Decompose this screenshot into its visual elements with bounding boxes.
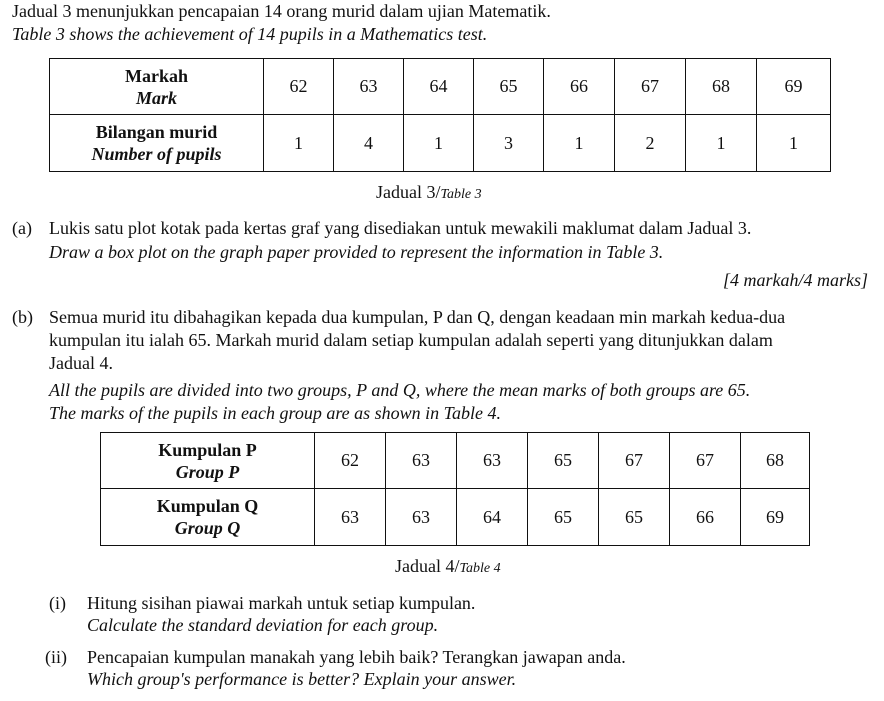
part-b-english-line-2: The marks of the pupils in each group are as shown in Table 4. [49,403,502,423]
table-4-caption-malay: Jadual 4/ [395,556,460,576]
mark-cell: 69 [757,59,831,115]
pupils-cell: 2 [615,115,686,172]
mark-cell: 66 [544,59,615,115]
table-3-mark-header [50,59,264,115]
table-3 [49,58,831,172]
part-b-malay-line-3: Jadual 4. [49,353,113,373]
group-p-label-english: Group P [175,461,240,482]
table-3-pupils-row [50,115,831,172]
table-4-group-p-header [101,433,315,489]
group-q-cell: 63 [386,489,457,546]
group-q-cell: 69 [741,489,810,546]
mark-cell: 63 [334,59,404,115]
table-4-group-p-row [101,433,810,489]
group-p-cell: 63 [386,433,457,489]
pupils-cell: 1 [544,115,615,172]
group-p-label-malay: Kumpulan P [158,439,257,460]
table-3-caption-english: Table 3 [440,187,482,202]
sub-ii-label: (ii) [45,647,67,667]
pupils-cell: 4 [334,115,404,172]
sub-ii-english: Which group's performance is better? Explain your answer. [87,669,517,689]
table-3-pupils-header [50,115,264,172]
sub-i-label: (i) [49,593,66,613]
mark-cell: 62 [264,59,334,115]
group-p-cell: 63 [457,433,528,489]
table-4-caption-english: Table 4 [459,561,501,576]
table-4-group-q-row [101,489,810,546]
sub-i-english: Calculate the standard deviation for each group. [87,615,439,635]
group-p-cell: 62 [315,433,386,489]
part-b-label: (b) [12,307,33,327]
group-p-cell: 68 [741,433,810,489]
intro-english: Table 3 shows the achievement of 14 pupils in a Mathematics test. [12,24,488,44]
table-3-caption-malay: Jadual 3/ [376,182,441,202]
group-q-cell: 65 [599,489,670,546]
table-3-mark-row [50,59,831,115]
part-b-malay-line-2: kumpulan itu ialah 65. Markah murid dalam setiap kumpulan adalah seperti yang ditunjukkan dalam [49,330,773,350]
part-a-malay: Lukis satu plot kotak pada kertas graf yang disediakan untuk mewakili maklumat dalam Jadual 3. [49,218,752,238]
part-b-english-line-1: All the pupils are divided into two groups, P and Q, where the mean marks of both groups are 65. [49,380,751,400]
group-p-cell: 67 [670,433,741,489]
mark-cell: 65 [474,59,544,115]
mark-cell: 68 [686,59,757,115]
group-q-cell: 65 [528,489,599,546]
group-p-cell: 65 [528,433,599,489]
mark-cell: 67 [615,59,686,115]
intro-malay: Jadual 3 menunjukkan pencapaian 14 orang murid dalam ujian Matematik. [12,1,551,21]
group-p-cell: 67 [599,433,670,489]
group-q-label-malay: Kumpulan Q [156,496,259,516]
pupils-cell: 1 [404,115,474,172]
part-b-malay-line-1: Semua murid itu dibahagikan kepada dua kumpulan, P dan Q, dengan keadaan min markah kedua-dua [49,307,786,327]
pupils-label-english: Number of pupils [91,144,222,164]
table-3-caption [376,181,482,206]
group-q-cell: 63 [315,489,386,546]
sub-i-malay: Hitung sisihan piawai markah untuk setiap kumpulan. [87,593,476,613]
part-a-marks: [4 markah/4 marks] [722,270,868,290]
part-a-english: Draw a box plot on the graph paper provided to represent the information in Table 3. [49,242,664,262]
table-4-caption [395,555,501,580]
table-4 [100,432,810,546]
pupils-cell: 1 [686,115,757,172]
part-a-label: (a) [12,218,32,238]
pupils-label-malay: Bilangan murid [95,122,218,142]
pupils-cell: 3 [474,115,544,172]
group-q-cell: 64 [457,489,528,546]
mark-cell: 64 [404,59,474,115]
group-q-cell: 66 [670,489,741,546]
sub-ii-malay: Pencapaian kumpulan manakah yang lebih baik? Terangkan jawapan anda. [87,647,626,667]
group-q-label-english: Group Q [174,518,241,538]
pupils-cell: 1 [264,115,334,172]
pupils-cell: 1 [757,115,831,172]
table-4-group-q-header [101,489,315,546]
mark-label-english: Mark [135,87,177,108]
mark-label-malay: Markah [125,65,188,86]
